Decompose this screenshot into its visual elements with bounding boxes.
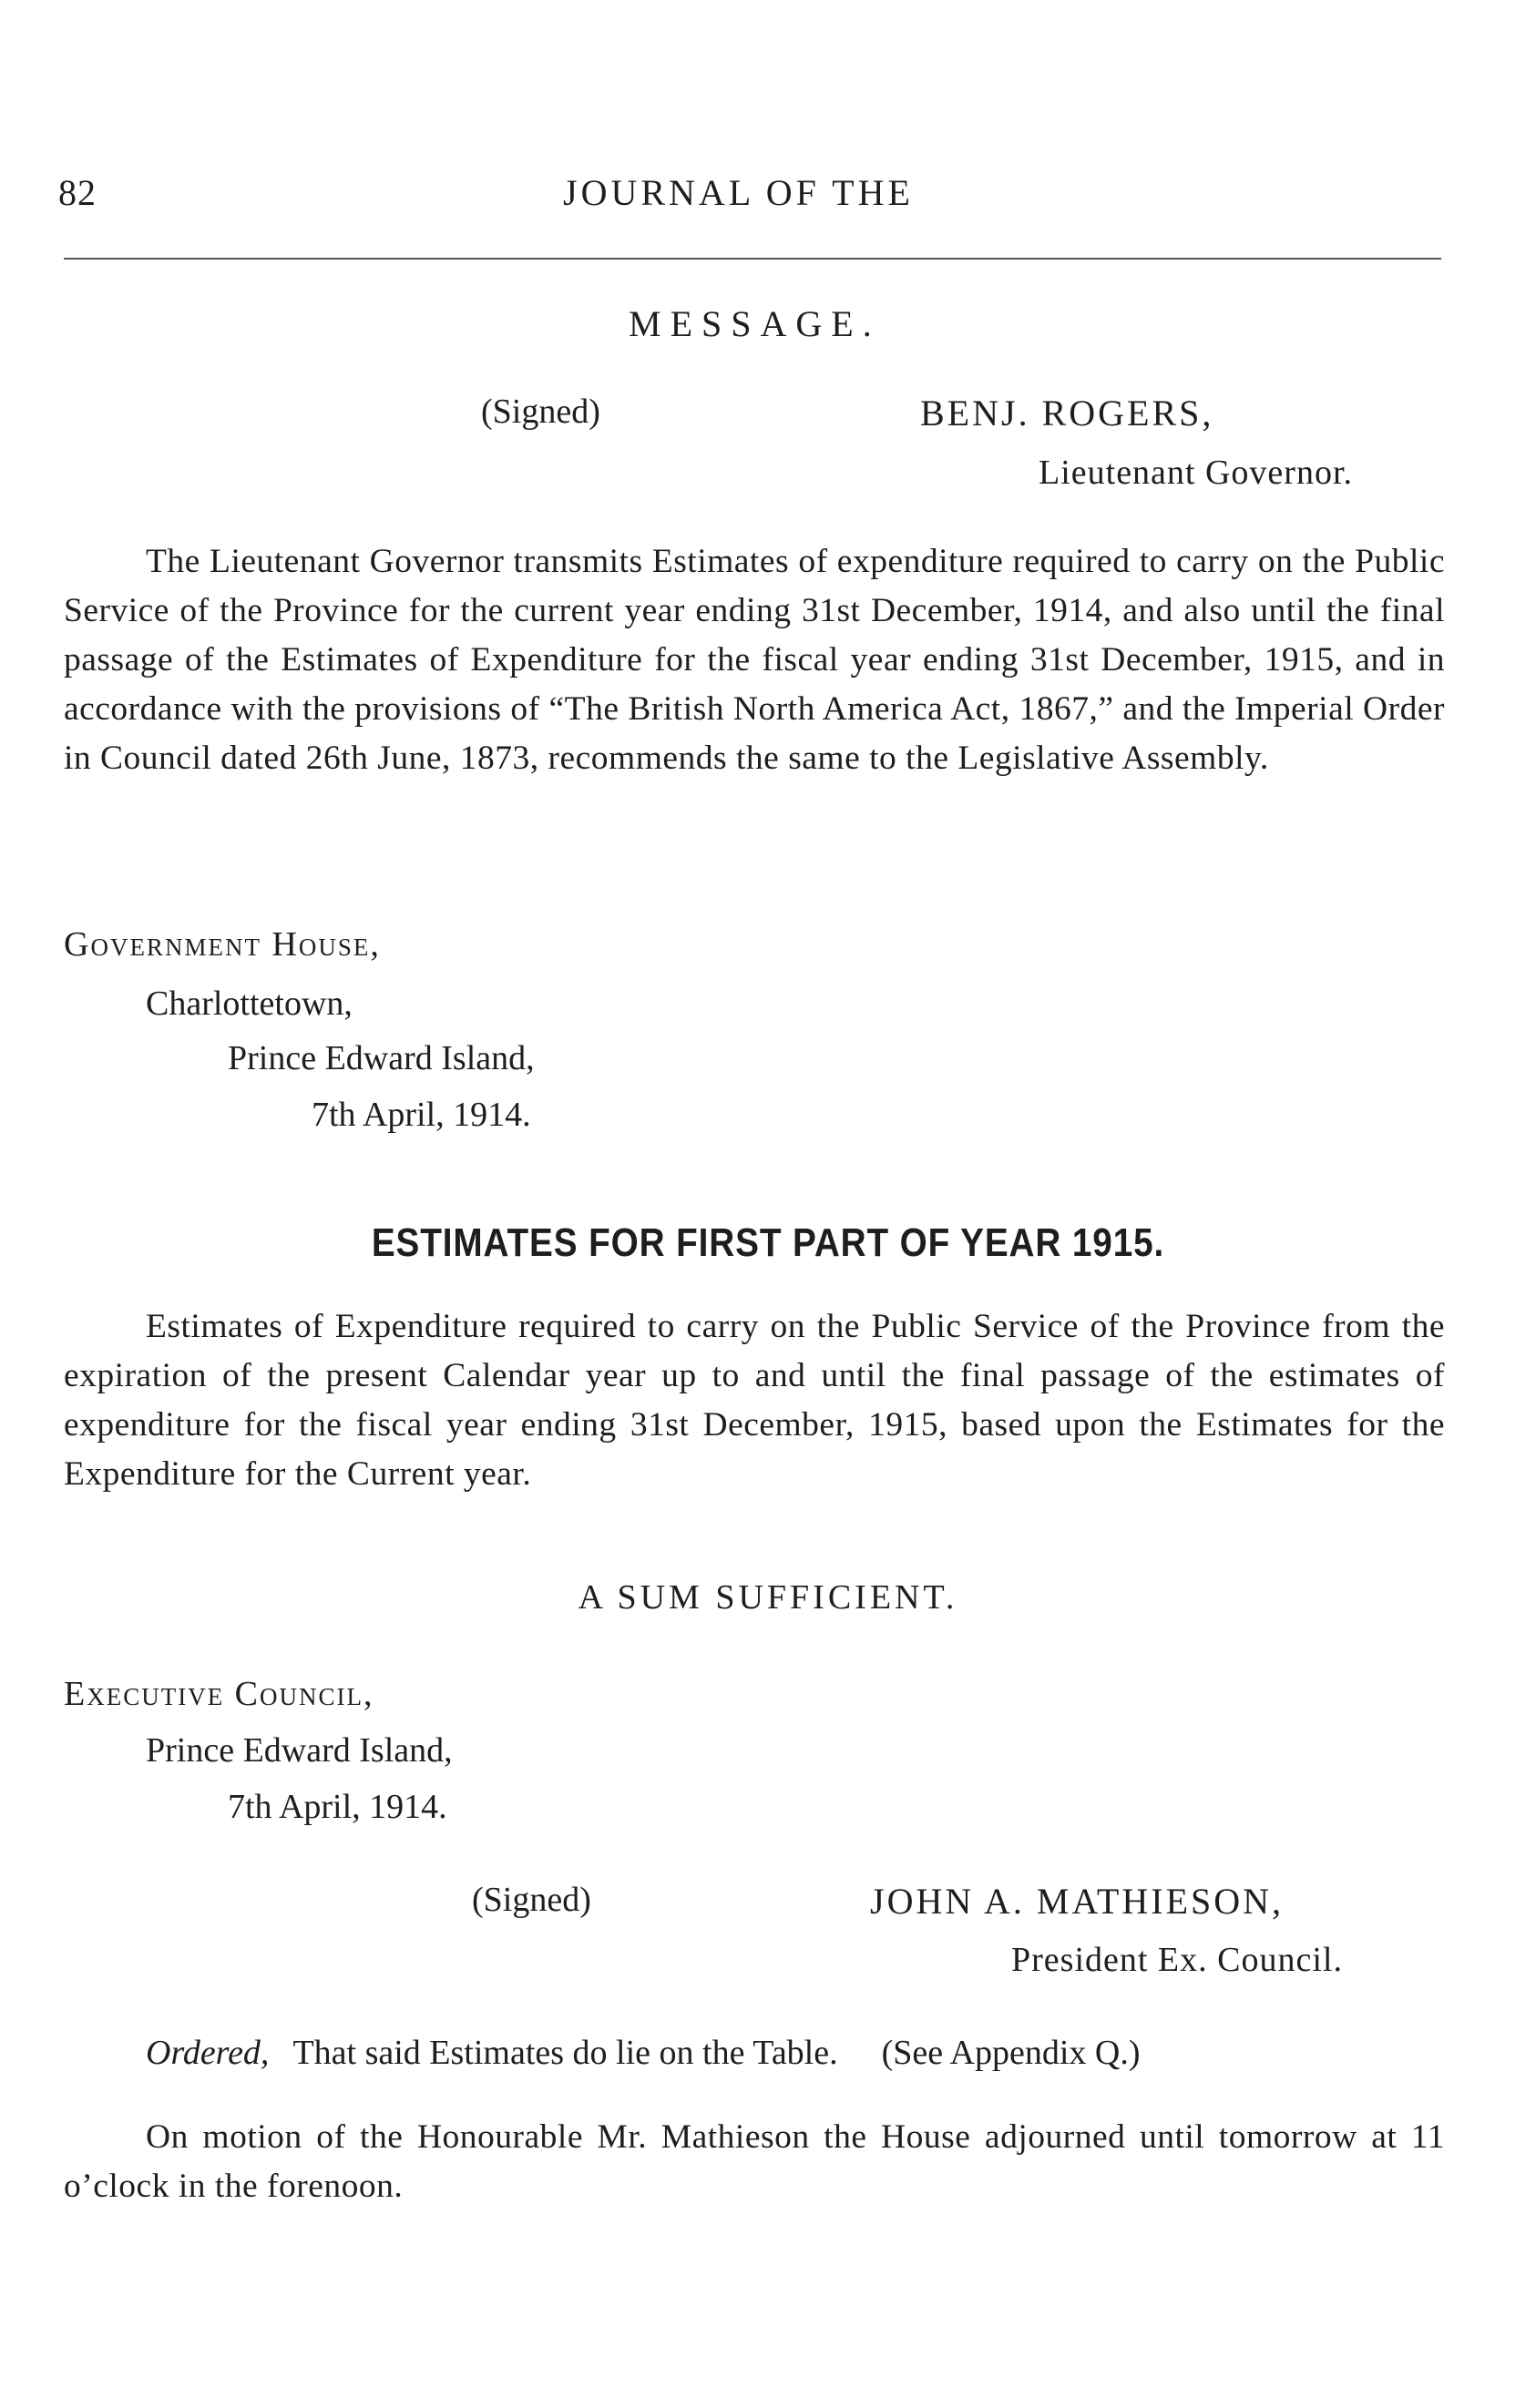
address-line-date: 7th April, 1914. — [312, 1096, 531, 1134]
signed-label-2: (Signed) — [472, 1881, 591, 1919]
header-rule — [64, 258, 1441, 260]
ordered-text: That said Estimates do lie on the Table. — [292, 2034, 838, 2072]
signer-name: BENJ. ROGERS, — [920, 393, 1214, 434]
appendix-reference: (See Appendix Q.) — [881, 2034, 1141, 2072]
council-line-executive: Executive Council, — [64, 1675, 374, 1713]
council-line-date: 7th April, 1914. — [228, 1788, 447, 1826]
estimates-heading: ESTIMATES FOR FIRST PART OF YEAR 1915. — [371, 1220, 1165, 1265]
address-line-province: Prince Edward Island, — [228, 1039, 535, 1077]
message-heading: MESSAGE. — [629, 303, 881, 344]
message-body: The Lieutenant Governor transmits Estimates of expenditure required to carry on the Public Service of the Province for the current year ending 31st December, 1914, and also until the final passage of the Estimates of Expenditure for the fiscal year ending 31st December, 1915, and in accordance with the provisions of “The British North America Act, 1867,” and the Imperial Order in Council dated 26th June, 1873, recommends the same to the Legislative Assembly. — [64, 543, 1445, 777]
running-title: JOURNAL OF THE — [563, 172, 914, 213]
address-line-government-house: Government House, — [64, 925, 381, 964]
page-number: 82 — [58, 172, 97, 213]
order-line — [146, 2033, 1141, 2073]
estimates-body: Estimates of Expenditure required to carry on the Public Service of the Province from the expiration of the present Calendar year up to and until the final passage of the estimates of expenditure for the fiscal year ending 31st December, 1915, based upon the Estimates for the Expenditure for the Current year. — [64, 1308, 1445, 1493]
council-line-province: Prince Edward Island, — [146, 1731, 453, 1770]
ordered-word: Ordered, — [146, 2034, 270, 2072]
signer-title-2: President Ex. Council. — [1011, 1941, 1343, 1979]
signer-title: Lieutenant Governor. — [1039, 454, 1354, 492]
address-line-charlottetown: Charlottetown, — [146, 985, 353, 1023]
signed-label: (Signed) — [481, 393, 600, 431]
signer-name-2: JOHN A. MATHIESON, — [870, 1881, 1285, 1922]
sum-sufficient-heading: A SUM SUFFICIENT. — [578, 1578, 958, 1617]
adjournment-body: On motion of the Honourable Mr. Mathieson the House adjourned until tomorrow at 11 o’clock in the forenoon. — [64, 2118, 1445, 2205]
